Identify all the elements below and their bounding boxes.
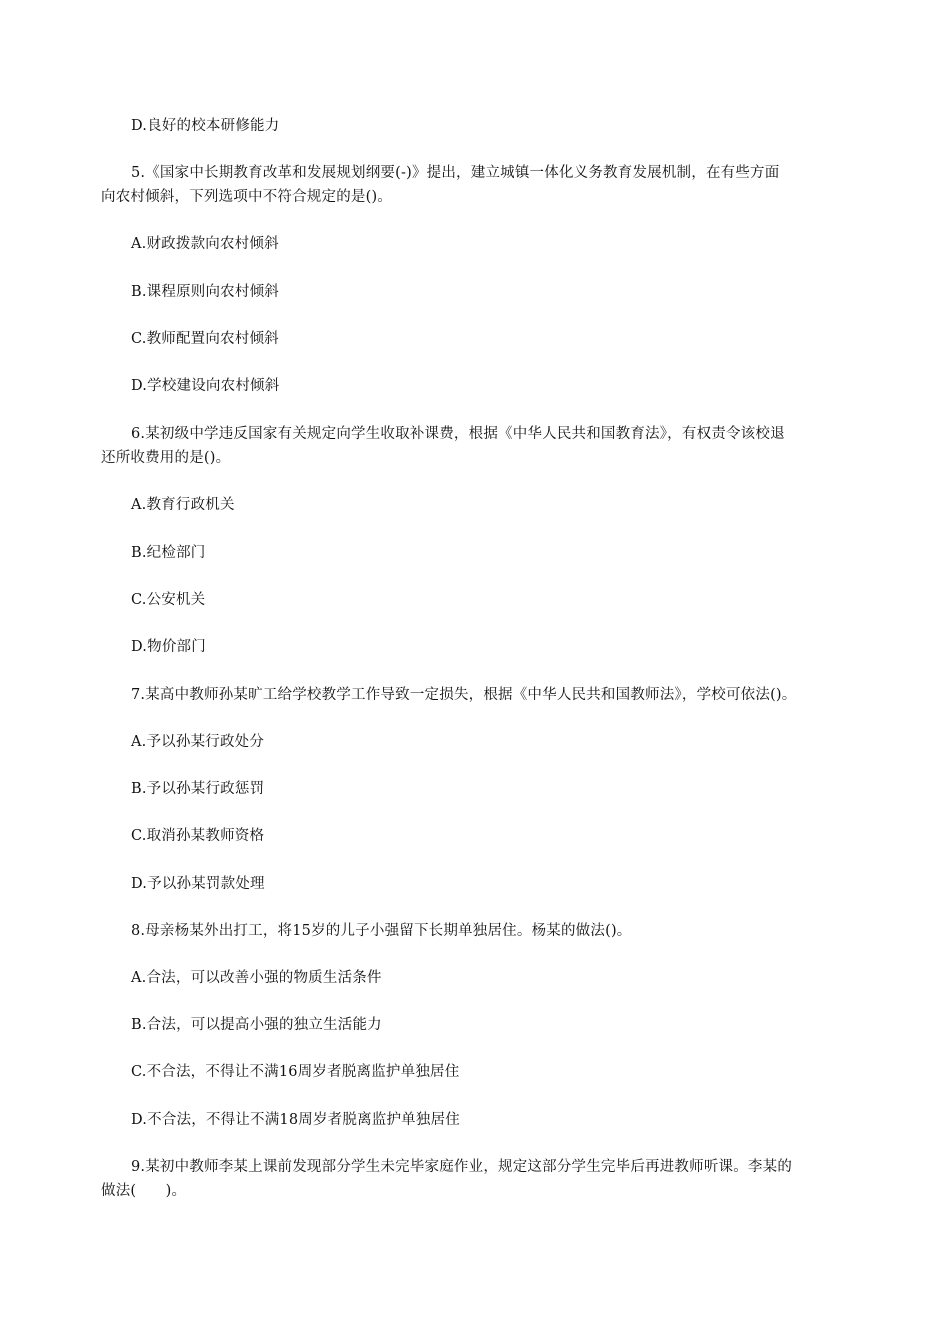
q6-stem-line2: 还所收费用的是()。	[101, 450, 231, 466]
q8-stem-line1: 8.母亲杨某外出打工，将15岁的儿子小强留下长期单独居住。杨某的做法()。	[131, 923, 632, 939]
q5-option-d: D.学校建设向农村倾斜	[131, 378, 280, 394]
q7-option-d: D.予以孙某罚款处理	[131, 876, 265, 892]
q4-option-d: D.良好的校本研修能力	[131, 118, 280, 134]
q8-option-a: A.合法，可以改善小强的物质生活条件	[131, 970, 382, 986]
q6-option-b: B.纪检部门	[131, 545, 206, 561]
q6-option-c: C.公安机关	[131, 592, 206, 608]
q9-stem-line2: 做法( )。	[101, 1183, 187, 1199]
q7-option-b: B.予以孙某行政惩罚	[131, 781, 265, 797]
q6-option-a: A.教育行政机关	[131, 497, 235, 513]
q5-stem-line2: 向农村倾斜，下列选项中不符合规定的是()。	[101, 189, 393, 205]
q6-stem-line1: 6.某初级中学违反国家有关规定向学生收取补课费，根据《中华人民共和国教育法》，有权责令该校退	[131, 426, 785, 442]
q8-option-d: D.不合法，不得让不满18周岁者脱离监护单独居住	[131, 1112, 460, 1128]
q6-option-d: D.物价部门	[131, 639, 206, 655]
q8-option-b: B.合法，可以提高小强的独立生活能力	[131, 1017, 382, 1033]
q5-option-c: C.教师配置向农村倾斜	[131, 331, 279, 347]
q5-option-a: A.财政拨款向农村倾斜	[131, 236, 279, 252]
q7-option-c: C.取消孙某教师资格	[131, 828, 265, 844]
q8-option-c: C.不合法，不得让不满16周岁者脱离监护单独居住	[131, 1064, 460, 1080]
q5-stem-line1: 5.《国家中长期教育改革和发展规划纲要(-)》提出，建立城镇一体化义务教育发展机制，在有些方面	[131, 165, 780, 181]
q5-option-b: B.课程原则向农村倾斜	[131, 284, 279, 300]
q7-option-a: A.予以孙某行政处分	[131, 734, 265, 750]
q9-stem-line1: 9.某初中教师李某上课前发现部分学生未完毕家庭作业，规定这部分学生完毕后再进教师听课。李某的	[131, 1159, 793, 1175]
q7-stem-line1: 7.某高中教师孙某旷工给学校教学工作导致一定损失，根据《中华人民共和国教师法》，学校可依法()。	[131, 687, 797, 703]
